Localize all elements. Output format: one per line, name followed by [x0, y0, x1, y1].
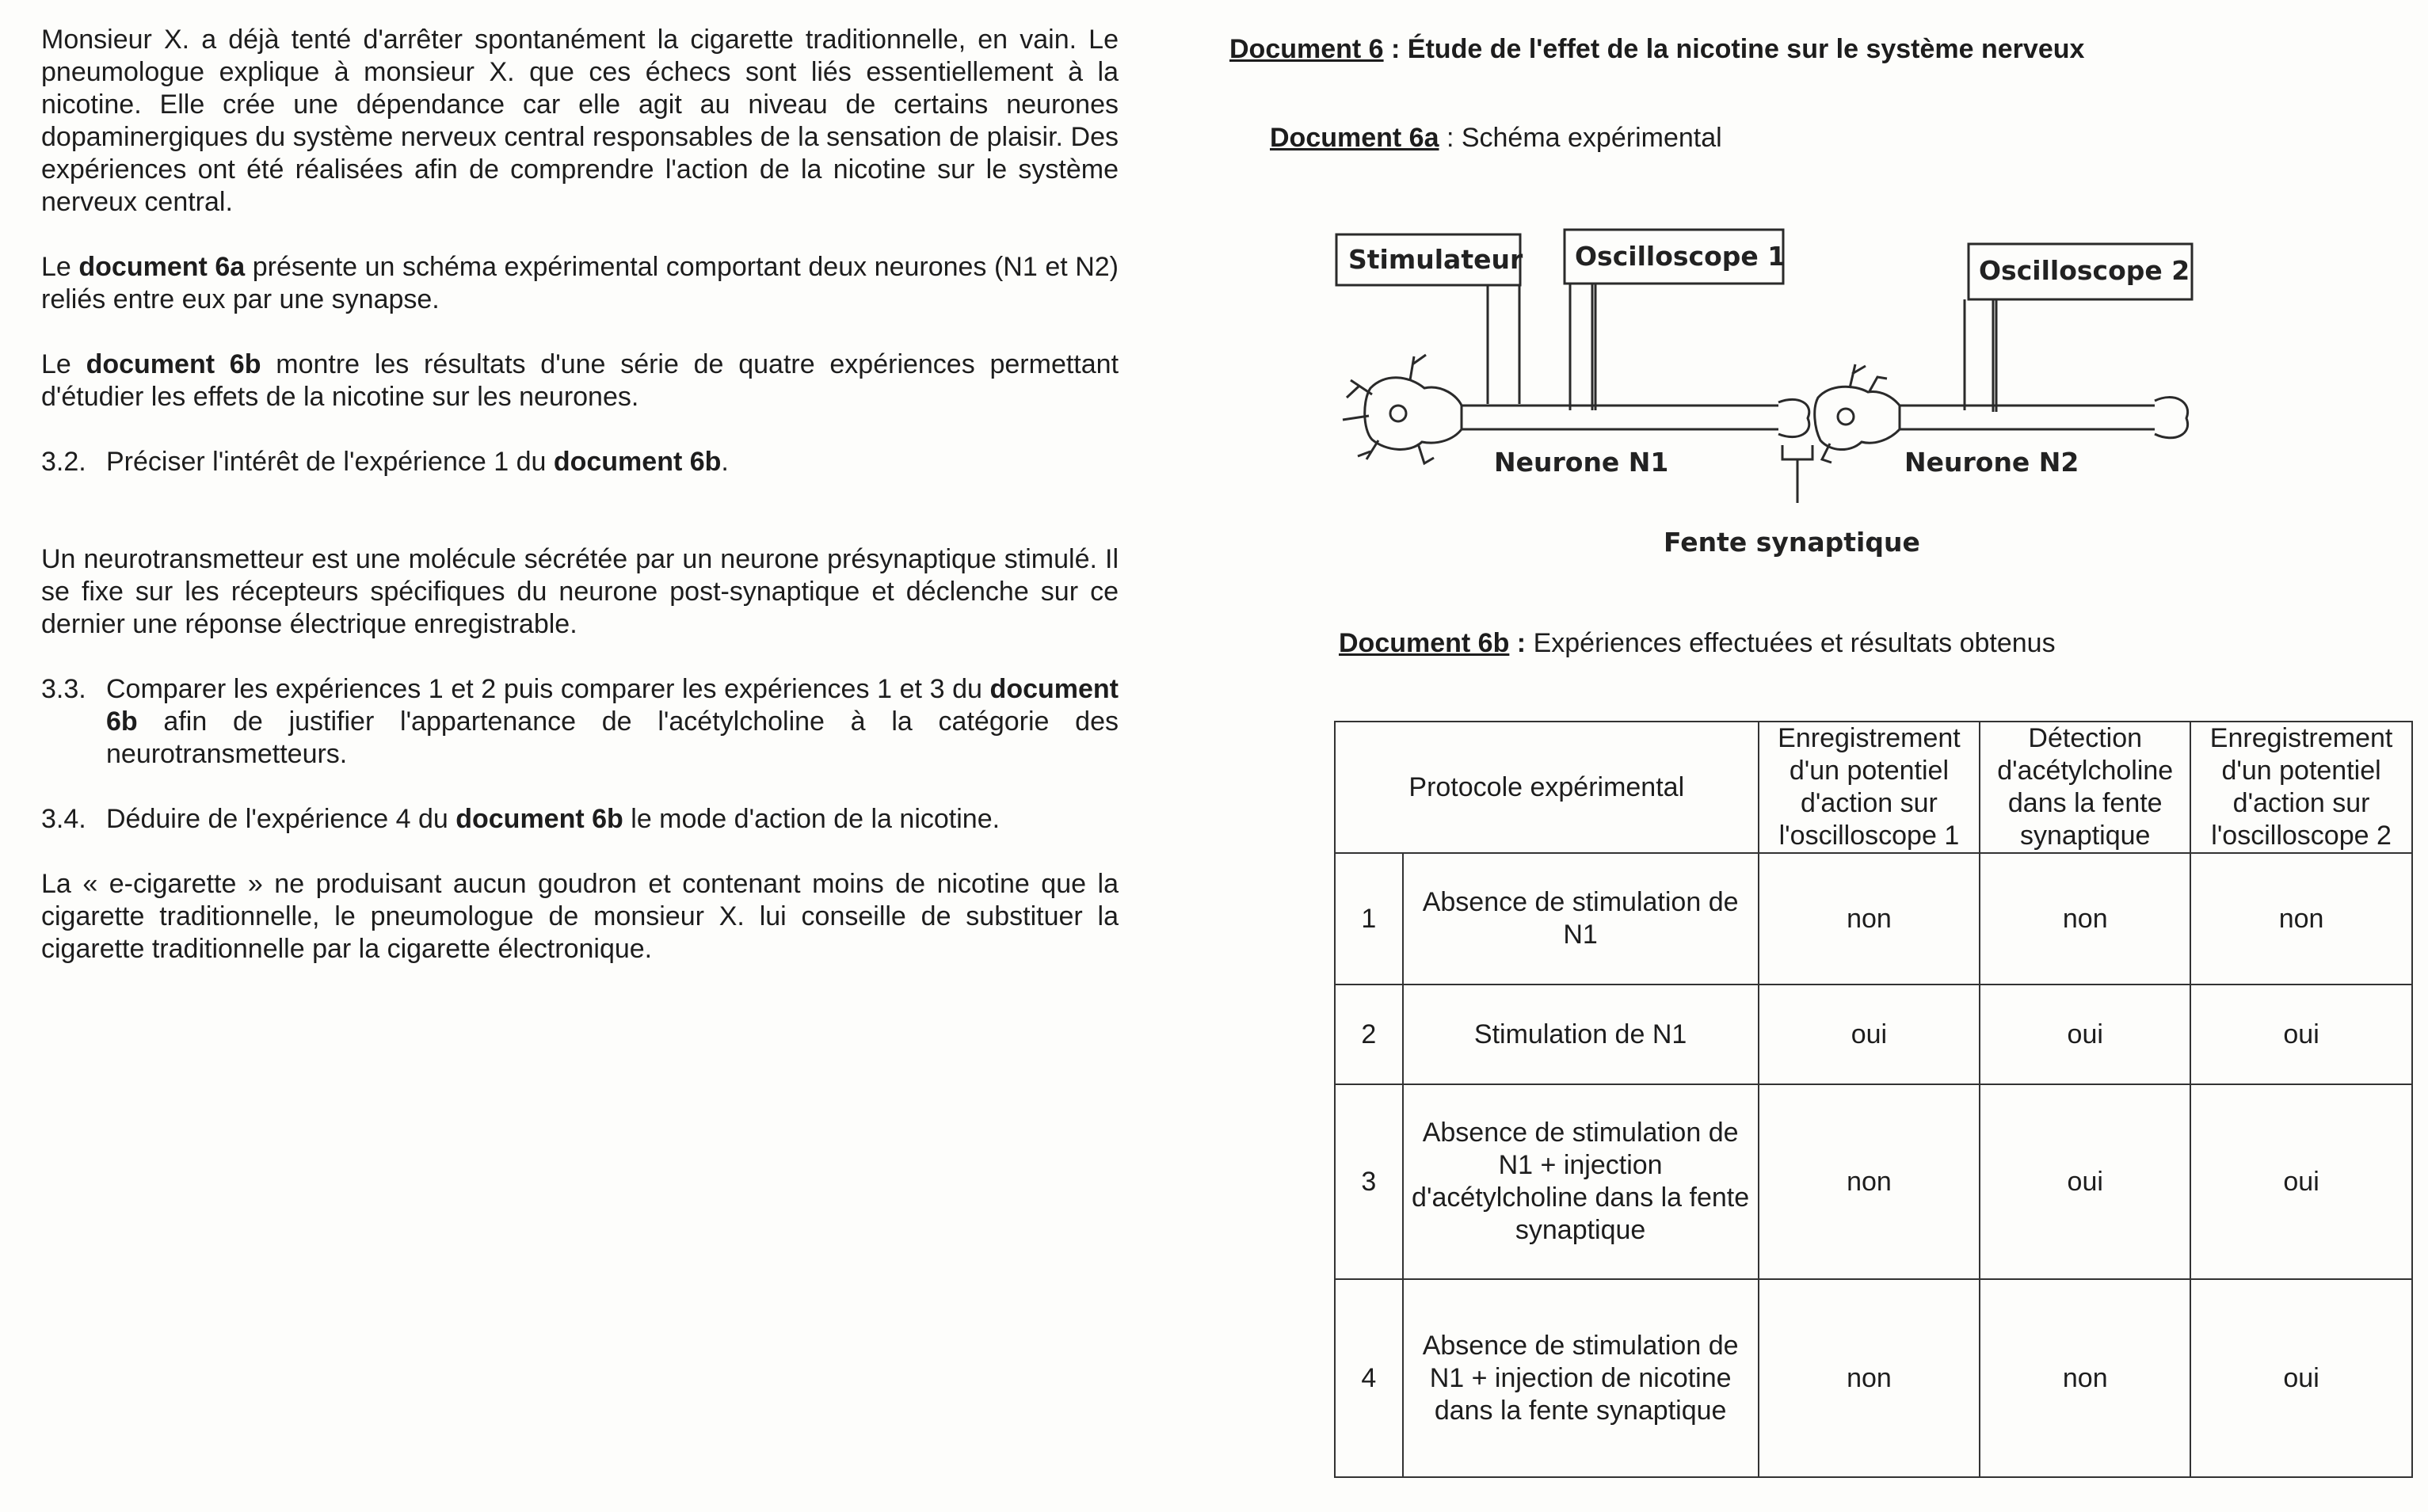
row-osc1: non — [1759, 853, 1980, 985]
neuron-n2-soma — [1815, 387, 1900, 449]
row-number: 1 — [1335, 853, 1403, 985]
table-header-row — [1335, 722, 2412, 853]
row-protocol: Absence de stimulation de N1 + injection d'acétylcholine dans la fente synaptique — [1403, 1084, 1759, 1279]
doc6a-ref: document 6a — [78, 252, 246, 282]
row-protocol: Stimulation de N1 — [1403, 985, 1759, 1084]
row-osc2: non — [2190, 853, 2412, 985]
row-ach: oui — [1980, 985, 2190, 1084]
row-ach: non — [1980, 1279, 2190, 1477]
neuron-n1-nucleus — [1390, 406, 1406, 421]
experimental-schema — [1323, 222, 2234, 578]
table-row — [1335, 853, 2412, 985]
table-row — [1335, 1084, 2412, 1279]
header-protocol: Protocole expérimental — [1335, 722, 1759, 853]
row-ach: oui — [1980, 1084, 2190, 1279]
left-column — [41, 24, 1119, 965]
header-osc2: Enregistrement d'un potentiel d'action sur l'oscilloscope 2 — [2190, 722, 2412, 853]
stimulateur-label: Stimulateur — [1348, 244, 1523, 275]
results-table — [1334, 721, 2413, 1478]
doc6-heading: Document 6 : Étude de l'effet de la nicotine sur le système nerveux — [1229, 34, 2085, 64]
header-ach: Détection d'acétylcholine dans la fente synaptique — [1980, 722, 2190, 853]
neuron-n1-terminal — [1778, 399, 1809, 436]
row-osc1: non — [1759, 1084, 1980, 1279]
neuron-n2-terminal — [2155, 398, 2188, 438]
question-number: 3.2. — [41, 447, 86, 477]
intro-paragraph: Monsieur X. a déjà tenté d'arrêter spontanément la cigarette traditionnelle, en vain. Le pneumologue explique à monsieur X. que ces échecs sont liés essentiellement à la nicotine. Elle crée une dépendance car elle agit au niveau de certains neurones dopaminergiques du système nerveux central responsables de la sensation de plaisir. Des expériences ont été réalisées afin de comprendre l'action de la nicotine sur le système nerveux central. — [41, 25, 1119, 217]
row-osc2: oui — [2190, 985, 2412, 1084]
table-row — [1335, 1279, 2412, 1477]
neuron-n2-label: Neurone N2 — [1904, 447, 2079, 478]
row-osc1: non — [1759, 1279, 1980, 1477]
row-protocol: Absence de stimulation de N1 — [1403, 853, 1759, 985]
row-osc2: oui — [2190, 1084, 2412, 1279]
synaptic-cleft-bracket — [1782, 445, 1812, 459]
row-osc1: oui — [1759, 985, 1980, 1084]
neuron-n2-nucleus — [1838, 409, 1854, 425]
table-row — [1335, 985, 2412, 1084]
oscilloscope-2-label: Oscilloscope 2 — [1979, 255, 2190, 286]
doc6a-description: Le document 6a présente un schéma expérimental comportant deux neurones (N1 et N2) reliés entre eux par une synapse. — [41, 252, 1119, 314]
doc6b-heading: Document 6b : Expériences effectuées et résultats obtenus — [1339, 628, 2056, 658]
ecigarette-paragraph: La « e-cigarette » ne produisant aucun goudron et contenant moins de nicotine que la cigarette traditionnelle, le pneumologue de monsieur X. lui conseille de substituer la cigarette traditionnelle par la cigarette électronique. — [41, 869, 1119, 964]
row-ach: non — [1980, 853, 2190, 985]
question-number: 3.3. — [41, 674, 86, 704]
doc6b-description: Le document 6b montre les résultats d'une série de quatre expériences permettant d'étudier les effets de la nicotine sur les neurones. — [41, 349, 1119, 412]
neuron-n1-soma — [1365, 378, 1462, 450]
neurotransmitter-definition: Un neurotransmetteur est une molécule sécrétée par un neurone présynaptique stimulé. Il se fixe sur les récepteurs spécifiques du neurone post-synaptique et déclenche sur ce dernier une réponse électrique enregistrable. — [41, 544, 1119, 639]
row-protocol: Absence de stimulation de N1 + injection de nicotine dans la fente synaptique — [1403, 1279, 1759, 1477]
question-number: 3.4. — [41, 804, 86, 834]
row-number: 4 — [1335, 1279, 1403, 1477]
row-number: 3 — [1335, 1084, 1403, 1279]
header-osc1: Enregistrement d'un potentiel d'action sur l'oscilloscope 1 — [1759, 722, 1980, 853]
doc6a-heading: Document 6a : Schéma expérimental — [1270, 123, 1722, 153]
question-3-4: 3.4. Déduire de l'expérience 4 du document 6b le mode d'action de la nicotine. — [41, 804, 1001, 834]
doc6b-ref: document 6b — [86, 349, 261, 379]
question-3-3: 3.3. Comparer les expériences 1 et 2 puis comparer les expériences 1 et 3 du document 6b afin de justifier l'appartenance de l'acétylcholine à la catégorie des neurotransmetteurs. — [41, 674, 1119, 769]
row-number: 2 — [1335, 985, 1403, 1084]
row-osc2: oui — [2190, 1279, 2412, 1477]
oscilloscope-1-label: Oscilloscope 1 — [1575, 241, 1786, 272]
synaptic-cleft-label: Fente synaptique — [1664, 527, 1920, 558]
neuron-n1-label: Neurone N1 — [1494, 447, 1669, 478]
question-3-2: 3.2. Préciser l'intérêt de l'expérience 1 du document 6b. — [41, 447, 729, 477]
